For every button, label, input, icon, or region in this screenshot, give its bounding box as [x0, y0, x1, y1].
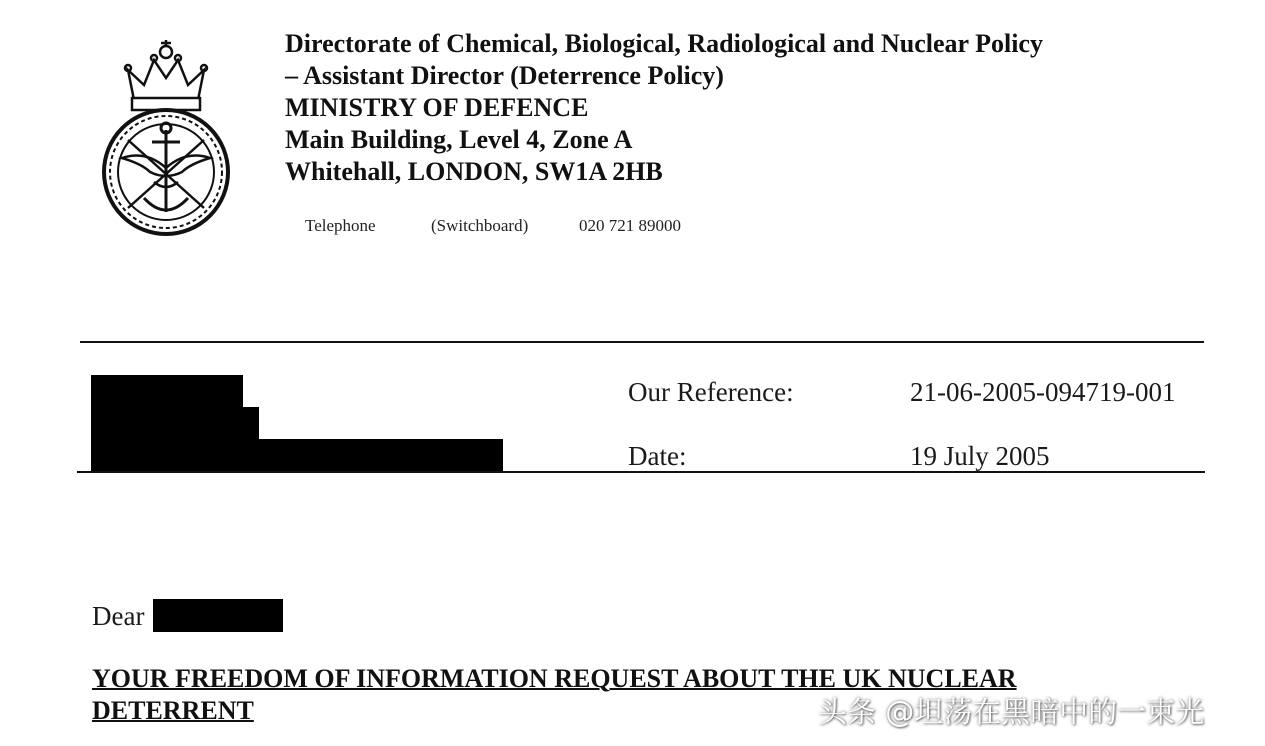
date-label: Date:	[628, 441, 687, 471]
our-reference-value: 21-06-2005-094719-001	[910, 377, 1176, 407]
our-reference-label: Our Reference:	[628, 377, 794, 407]
telephone-number: 020 721 89000	[579, 216, 681, 235]
sender-address-block	[285, 28, 1165, 188]
ministry-crest-emblem	[88, 30, 244, 240]
redaction-block	[91, 439, 503, 472]
redacted-recipient-name	[153, 599, 283, 632]
redaction-block	[91, 375, 243, 409]
address-line-assistant-director: – Assistant Director (Deterrence Policy)	[285, 61, 724, 90]
letter-subject-heading: YOUR FREEDOM OF INFORMATION REQUEST ABOUT THE UK NUCLEAR DETERRENT	[92, 664, 1017, 725]
switchboard-label: (Switchboard)	[431, 216, 529, 235]
redaction-block	[91, 407, 259, 441]
telephone-label: Telephone	[305, 216, 376, 235]
salutation-text: Dear	[92, 601, 145, 631]
address-line-building: Main Building, Level 4, Zone A	[285, 125, 633, 154]
address-line-ministry: MINISTRY OF DEFENCE	[285, 93, 589, 122]
address-line-city: Whitehall, LONDON, SW1A 2HB	[285, 157, 663, 186]
header-divider	[80, 341, 1204, 343]
reference-divider	[77, 471, 1205, 473]
source-watermark: 头条 @坦荡在黑暗中的一束光	[818, 695, 1205, 729]
date-value: 19 July 2005	[910, 441, 1050, 471]
address-line-directorate: Directorate of Chemical, Biological, Radiological and Nuclear Policy	[285, 29, 1043, 58]
